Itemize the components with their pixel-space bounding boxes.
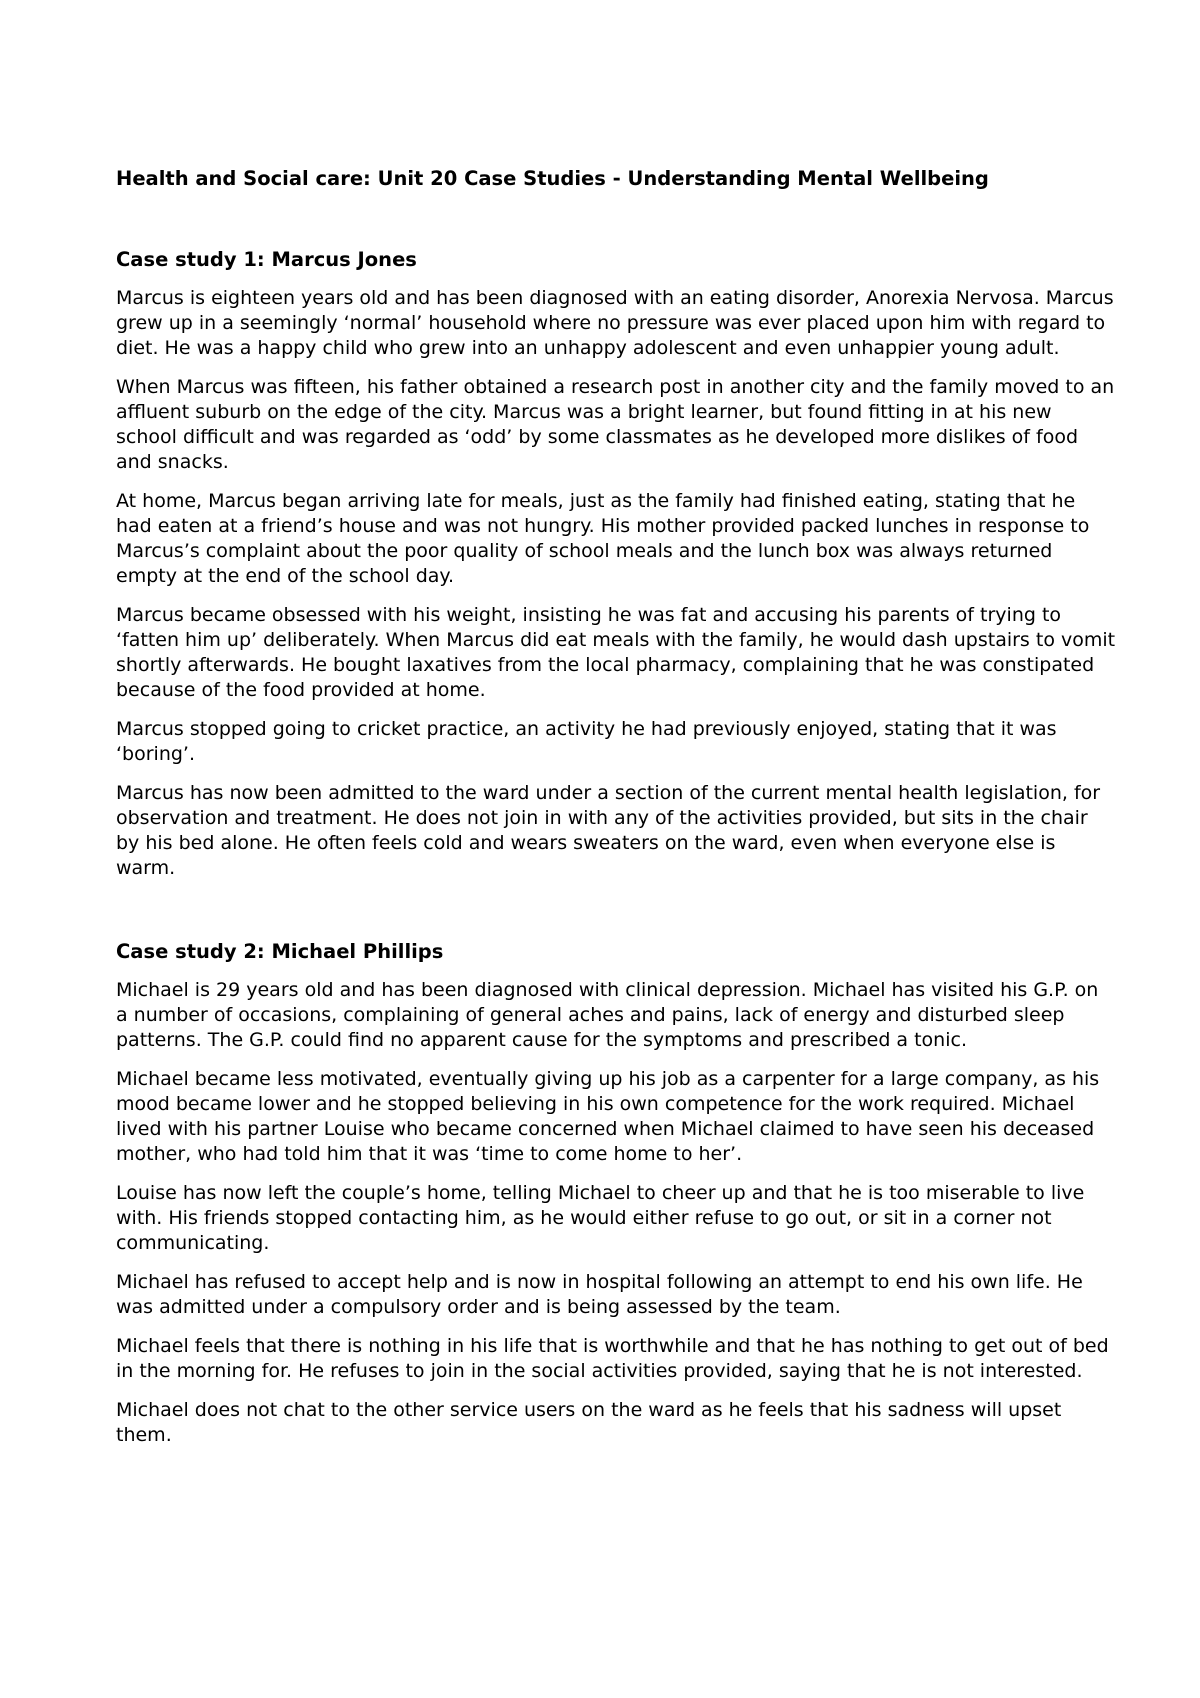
- section-spacer: [116, 895, 1116, 939]
- case-study-2-paragraph: Michael does not chat to the other service users on the ward as he feels that his sadness will upset them.: [116, 1399, 1062, 1446]
- case-study-1-paragraph: Marcus stopped going to cricket practice, an activity he had previously enjoyed, stating that it was ‘boring’.: [116, 718, 1057, 765]
- case-study-1: [116, 247, 1116, 881]
- case-study-1-paragraph: Marcus became obsessed with his weight, insisting he was fat and accusing his parents of trying to ‘fatten him up’ deliberately. When Marcus did eat meals with the family, he would dash upstairs to vomit shortly afterwards. He bought laxatives from the local pharmacy, complaining that he was constipated because of the food provided at home.: [116, 604, 1116, 701]
- case-study-1-paragraph: Marcus is eighteen years old and has been diagnosed with an eating disorder, Anorexia Nervosa. Marcus grew up in a seemingly ‘normal’ household where no pressure was ever placed upon him with regard to diet. He was a happy child who grew into an unhappy adolescent and even unhappier young adult.: [116, 287, 1114, 359]
- document-title: Health and Social care: Unit 20 Case Studies - Understanding Mental Wellbeing: [116, 167, 989, 190]
- case-study-1-paragraph: When Marcus was fifteen, his father obtained a research post in another city and the family moved to an affluent suburb on the edge of the city. Marcus was a bright learner, but found fitting in at his new school difficult and was regarded as ‘odd’ by some classmates as he developed more dislikes of food and snacks.: [116, 376, 1115, 473]
- case-study-2-heading: Case study 2: Michael Phillips: [116, 940, 444, 963]
- case-study-1-heading: Case study 1: Marcus Jones: [116, 248, 417, 271]
- case-study-2-paragraph: Michael has refused to accept help and is now in hospital following an attempt to end his own life. He was admitted under a compulsory order and is being assessed by the team.: [116, 1271, 1083, 1318]
- document-body: [116, 166, 1116, 1462]
- case-study-1-paragraph: At home, Marcus began arriving late for meals, just as the family had finished eating, stating that he had eaten at a friend’s house and was not hungry. His mother provided packed lunches in response to Marcus’s complaint about the poor quality of school meals and the lunch box was always returned empty at the end of the school day.: [116, 490, 1090, 587]
- case-study-1-paragraph: Marcus has now been admitted to the ward under a section of the current mental health legislation, for observation and treatment. He does not join in with any of the activities provided, but sits in the chair by his bed alone. He often feels cold and wears sweaters on the ward, even when everyone else is warm.: [116, 782, 1101, 879]
- case-study-2-paragraph: Michael is 29 years old and has been diagnosed with clinical depression. Michael has visited his G.P. on a number of occasions, complaining of general aches and pains, lack of energy and disturbed sleep patterns. The G.P. could find no apparent cause for the symptoms and prescribed a tonic.: [116, 979, 1099, 1051]
- case-study-2-paragraph: Michael feels that there is nothing in his life that is worthwhile and that he has nothing to get out of bed in the morning for. He refuses to join in the social activities provided, saying that he is not interested.: [116, 1335, 1109, 1382]
- case-study-2-paragraph: Michael became less motivated, eventually giving up his job as a carpenter for a large company, as his mood became lower and he stopped believing in his own competence for the work required. Michael lived with his partner Louise who became concerned when Michael claimed to have seen his deceased mother, who had told him that it was ‘time to come home to her’.: [116, 1068, 1100, 1165]
- case-study-2-paragraph: Louise has now left the couple’s home, telling Michael to cheer up and that he is too miserable to live with. His friends stopped contacting him, as he would either refuse to go out, or sit in a corner not communicating.: [116, 1182, 1085, 1254]
- case-study-2: [116, 939, 1116, 1448]
